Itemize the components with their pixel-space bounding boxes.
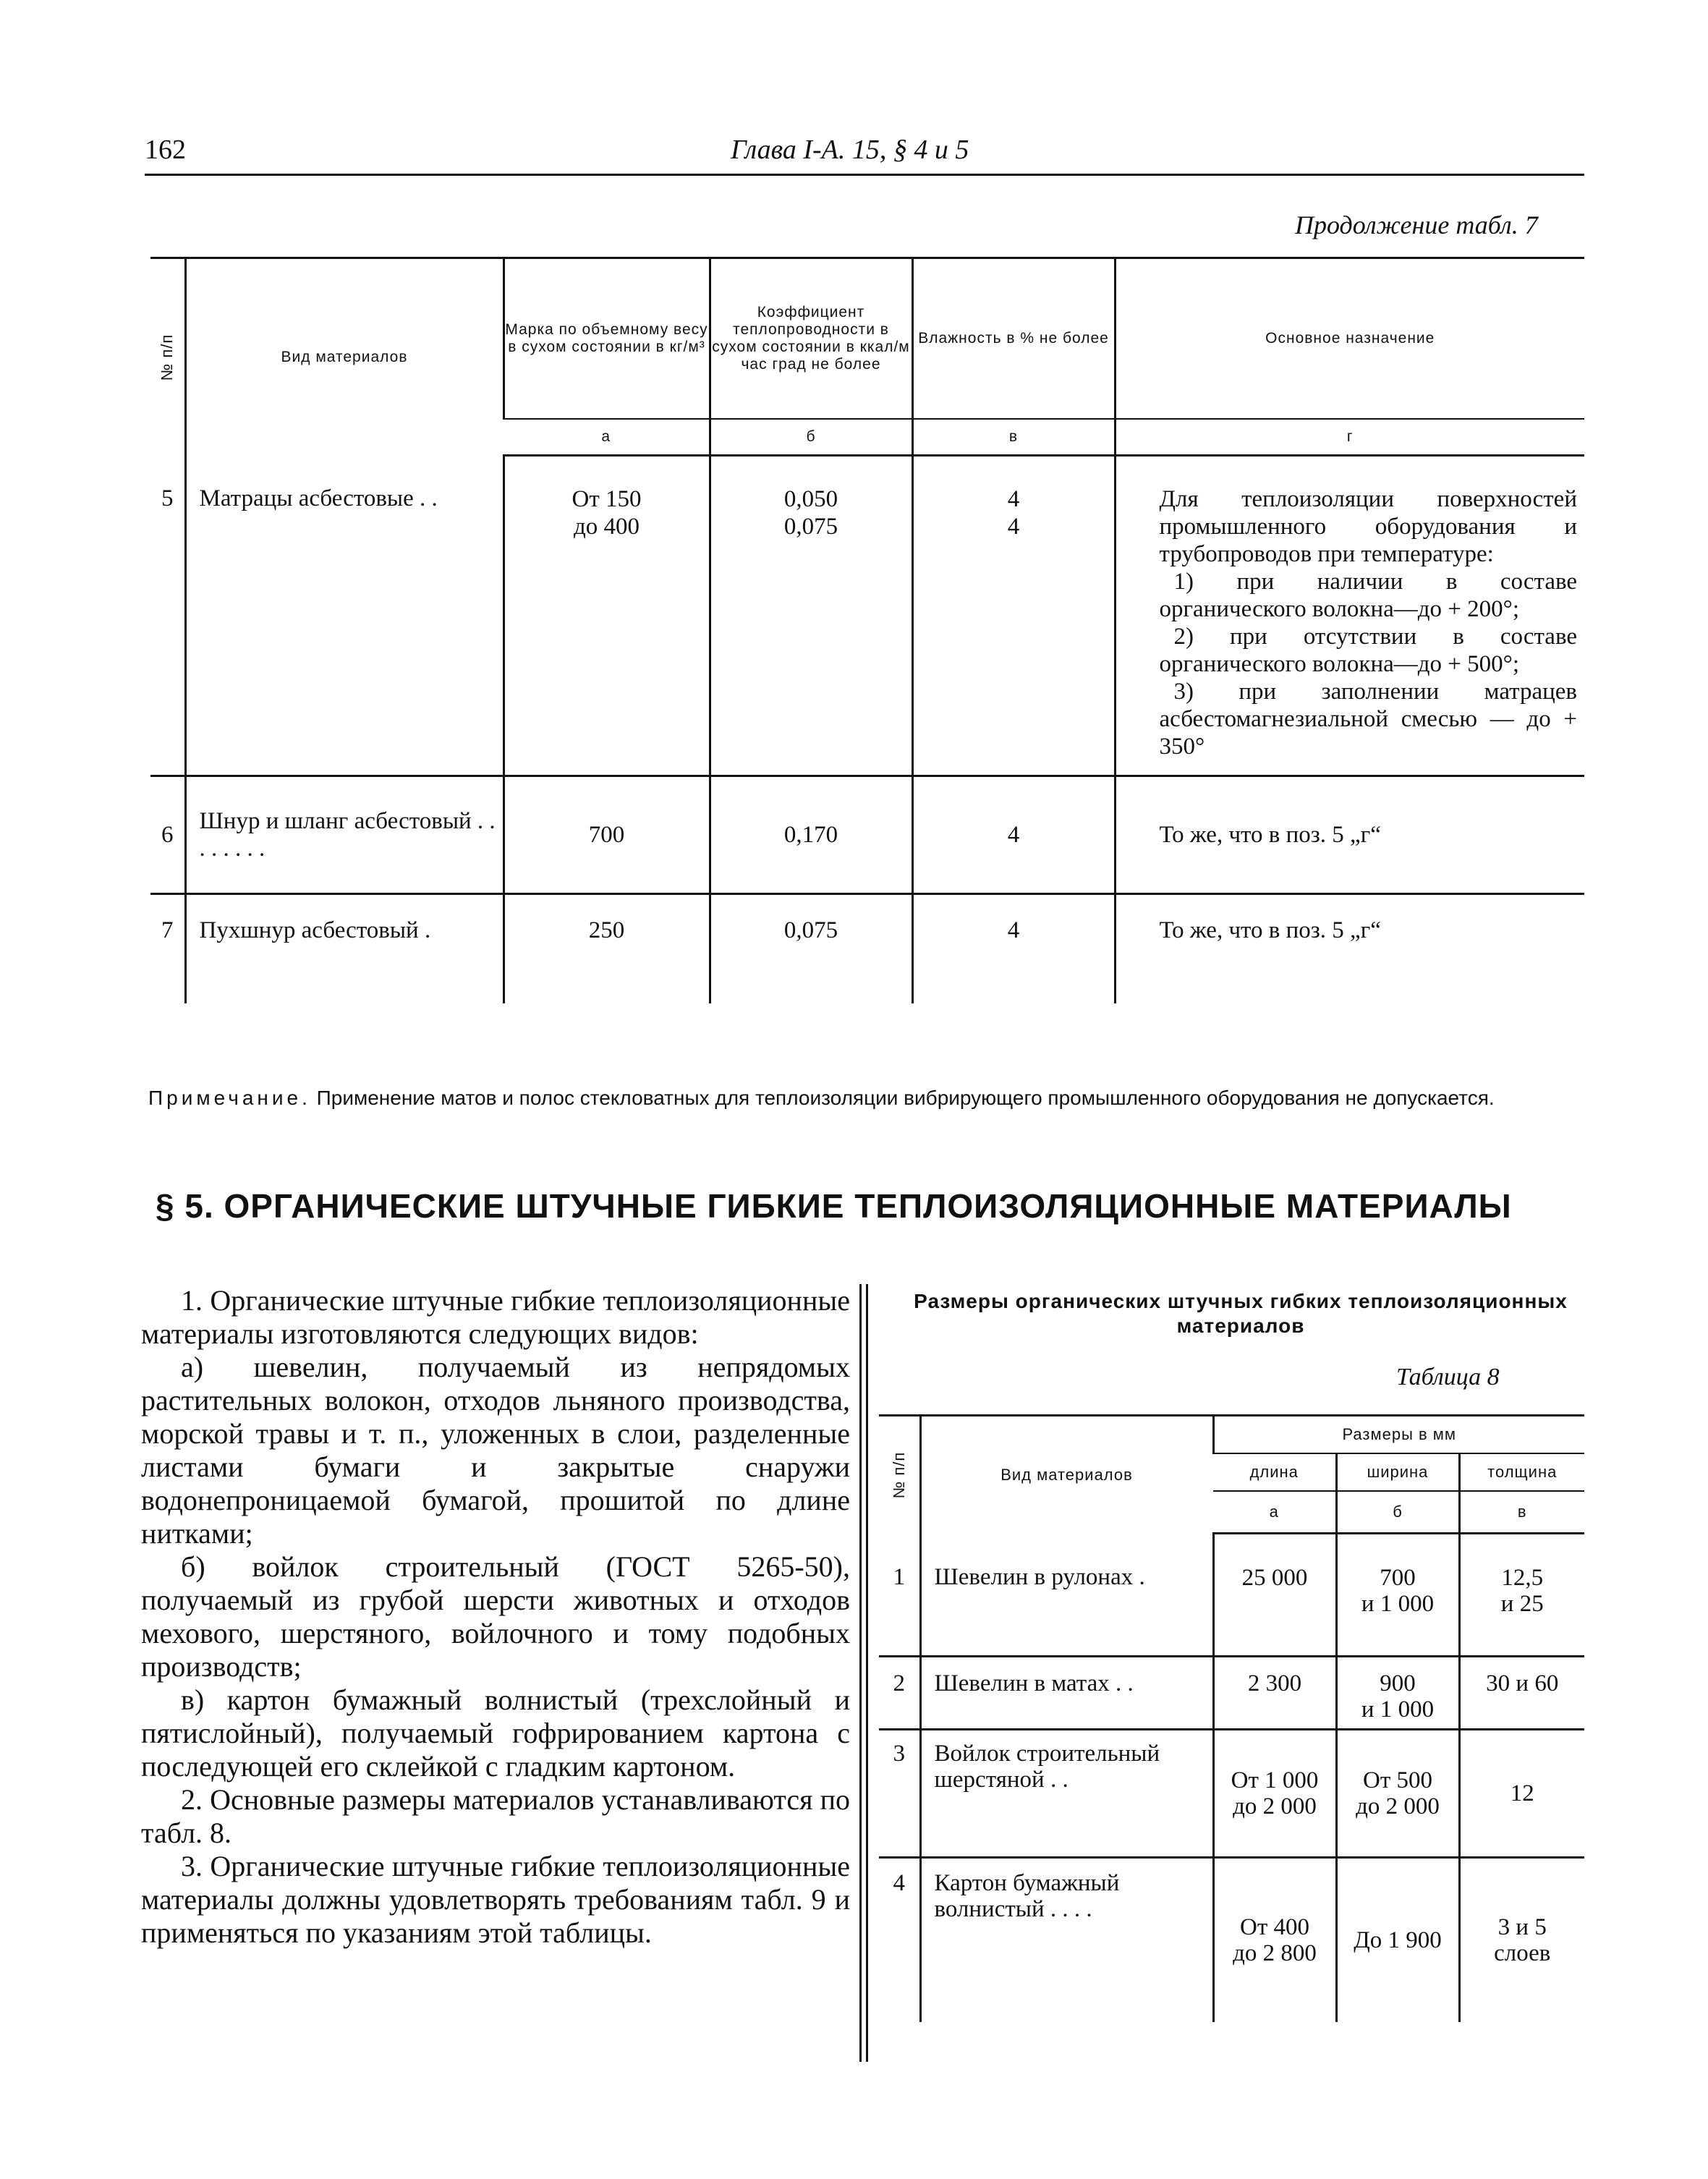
col-letter-a: а <box>1213 1491 1336 1534</box>
section-body <box>141 1284 850 1950</box>
row-material: Пухшнур асбестовый . <box>185 894 504 1004</box>
section-title: § 5. ОРГАНИЧЕСКИЕ ШТУЧНЫЕ ГИБКИЕ ТЕПЛОИЗОЛЯЦИОННЫЕ МАТЕРИАЛЫ <box>156 1187 1512 1225</box>
row-material: Шевелин в рулонах . <box>920 1534 1213 1657</box>
row-material: Матрацы асбестовые . . <box>185 456 504 776</box>
col-header-grade: Марка по объемному весу в сухом состоянии в кг/м³ <box>504 258 710 420</box>
row-num: 6 <box>150 776 185 894</box>
row-conductivity: 0,050 0,075 <box>710 456 912 776</box>
row-num: 3 <box>879 1730 920 1858</box>
table-row <box>150 894 1584 1004</box>
paragraph: б) войлок строительный (ГОСТ 5265-50), получаемый из грубой шерсти животных и отходов мехового, шерстяного, войлочного и тому подобных производств; <box>141 1550 850 1683</box>
paragraph: а) шевелин, получаемый из непрядомых растительных волокон, отходов льняного производства, морской травы и т. п., уложенных в слои, разделенные листами бумаги и закрытые снаружи водонепроницаемой бумагой, прошитой по длине нитками; <box>141 1351 850 1550</box>
row-num: 2 <box>879 1657 920 1730</box>
table-7 <box>150 257 1584 1003</box>
row-length: 25 000 <box>1213 1534 1336 1657</box>
row-thickness: 30 и 60 <box>1459 1657 1584 1730</box>
row-humidity: 4 4 <box>912 456 1115 776</box>
row-grade: От 150 до 400 <box>504 456 710 776</box>
row-width: От 500 до 2 000 <box>1336 1730 1459 1858</box>
row-purpose: То же, что в поз. 5 „г“ <box>1115 894 1584 1004</box>
row-material: Картон бумажный волнистый . . . . <box>920 1858 1213 2023</box>
row-humidity: 4 <box>912 894 1115 1004</box>
col-header-material: Вид материалов <box>185 258 504 456</box>
row-conductivity: 0,170 <box>710 776 912 894</box>
row-width: 700 и 1 000 <box>1336 1534 1459 1657</box>
row-grade: 700 <box>504 776 710 894</box>
col-header-sizes: Размеры в мм <box>1213 1416 1584 1454</box>
row-num: 5 <box>150 456 185 776</box>
col-letter-b: б <box>710 419 912 456</box>
table-row <box>150 456 1584 776</box>
row-thickness: 12 <box>1459 1730 1584 1858</box>
row-num: 1 <box>879 1534 920 1657</box>
table-row <box>879 1858 1584 2023</box>
row-material: Шнур и шланг асбестовый . . . . . . . . <box>185 776 504 894</box>
note-text: Применение матов и полос стекловатных для теплоизоляции вибрирующего промышленного оборудования не допускается. <box>316 1087 1495 1109</box>
col-header-purpose: Основное назначение <box>1115 258 1584 420</box>
page-number: 162 <box>145 135 186 165</box>
col-letter-g: г <box>1115 419 1584 456</box>
col-header-width: ширина <box>1336 1453 1459 1491</box>
table8-label: Таблица 8 <box>1396 1364 1500 1390</box>
col-header-thickness: толщина <box>1459 1453 1584 1491</box>
col-header-humidity: Влажность в % не более <box>912 258 1115 420</box>
row-grade: 250 <box>504 894 710 1004</box>
row-humidity: 4 <box>912 776 1115 894</box>
row-purpose: То же, что в поз. 5 „г“ <box>1115 776 1584 894</box>
chapter-header: Глава I-А. 15, § 4 и 5 <box>731 135 969 165</box>
table7-continuation: Продолжение табл. 7 <box>1295 211 1538 239</box>
row-length: От 1 000 до 2 000 <box>1213 1730 1336 1858</box>
row-width: До 1 900 <box>1336 1858 1459 2023</box>
col-header-length: длина <box>1213 1453 1336 1491</box>
table-8 <box>879 1414 1584 2022</box>
col-letter-v: в <box>912 419 1115 456</box>
row-num: 4 <box>893 1870 905 1896</box>
note-label: Примечание. <box>148 1087 311 1109</box>
col-letter-a: а <box>504 419 710 456</box>
col-header-num: № п/п <box>879 1416 920 1534</box>
col-letter-v: в <box>1459 1491 1584 1534</box>
col-header-num: № п/п <box>150 258 185 456</box>
row-num: 7 <box>161 917 174 943</box>
table-row <box>150 776 1584 894</box>
row-length: 2 300 <box>1213 1657 1336 1730</box>
table-row <box>879 1730 1584 1858</box>
row-material: Войлок строительный шерстяной . . <box>920 1730 1213 1858</box>
row-purpose: Для теплоизоляции поверхностей промышленного оборудования и трубопроводов при температуре: 1) при наличии в составе органического волокна—до + 200°; 2) при отсутствии в составе органического волокна—до + 500°; 3) при заполнении матрацев асбестомагнезиальной смесью — до + 350° <box>1115 456 1584 776</box>
row-conductivity: 0,075 <box>710 894 912 1004</box>
table-row <box>879 1534 1584 1657</box>
paragraph: 3. Органические штучные гибкие теплоизоляционные материалы должны удовлетворять требованиям табл. 9 и применяться по указаниям этой таблицы. <box>141 1850 850 1949</box>
table-row <box>879 1657 1584 1730</box>
row-length: От 400 до 2 800 <box>1213 1858 1336 2023</box>
col-letter-b: б <box>1336 1491 1459 1534</box>
col-header-material: Вид материалов <box>920 1416 1213 1534</box>
row-thickness: 12,5 и 25 <box>1459 1534 1584 1657</box>
table7-note <box>148 1085 1584 1111</box>
row-material: Шевелин в матах . . <box>920 1657 1213 1730</box>
paragraph: 1. Органические штучные гибкие теплоизоляционные материалы изготовляются следующих видов: <box>141 1284 850 1350</box>
col-header-conductivity: Коэффициент теплопроводности в сухом состоянии в ккал/м час град не более <box>710 258 912 420</box>
row-thickness: 3 и 5 слоев <box>1459 1858 1584 2023</box>
paragraph: 2. Основные размеры материалов устанавливаются по табл. 8. <box>141 1783 850 1849</box>
table8-title: Размеры органических штучных гибких теплоизоляционных материалов <box>914 1290 1568 1337</box>
row-width: 900 и 1 000 <box>1336 1657 1459 1730</box>
column-divider <box>859 1284 868 2062</box>
paragraph: в) картон бумажный волнистый (трехслойный и пятислойный), получаемый гофрированием картона с последующей его склейкой с гладким картоном. <box>141 1683 850 1783</box>
header-rule <box>145 174 1584 176</box>
